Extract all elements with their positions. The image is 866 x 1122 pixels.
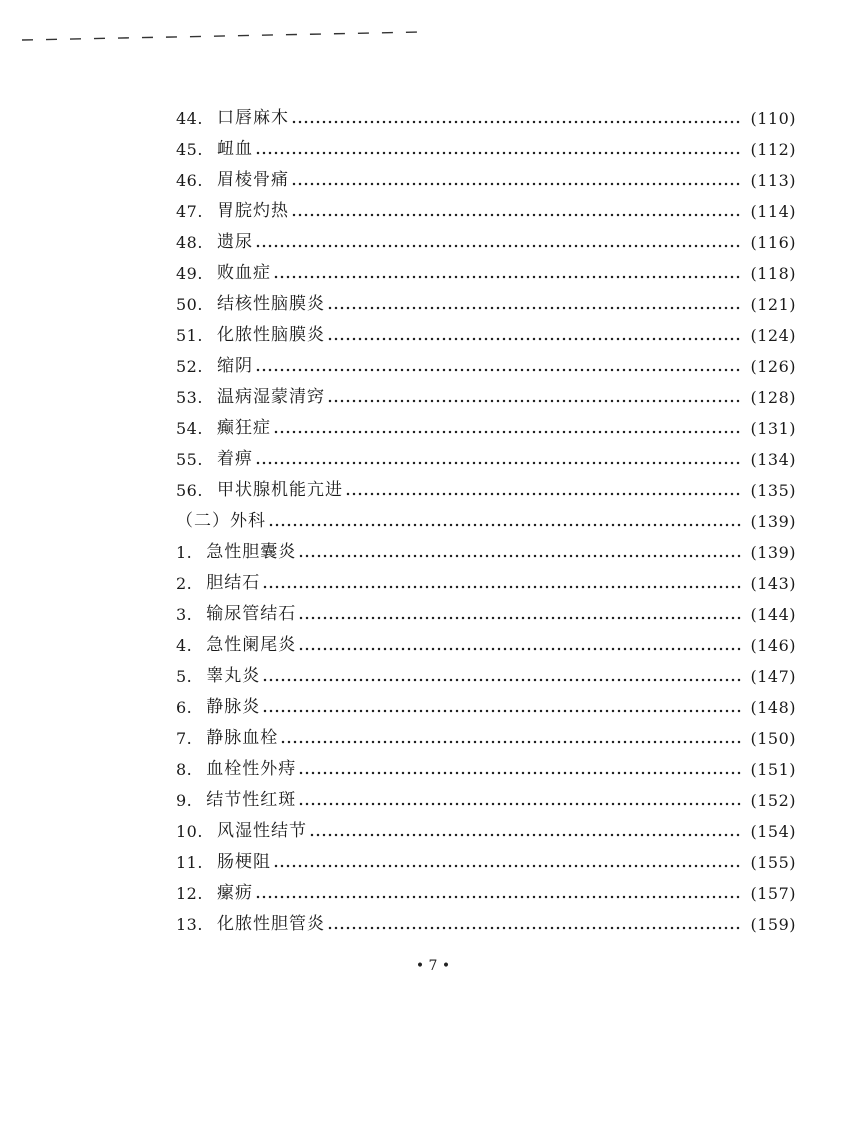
toc-entry-page: (155) <box>750 852 796 872</box>
dot-leader <box>327 306 743 310</box>
dot-leader <box>262 585 742 589</box>
toc-entry[interactable] <box>176 754 796 785</box>
dot-leader <box>345 492 743 496</box>
toc-entry-title: 睾丸炎 <box>206 666 261 686</box>
toc-entry-title: 化脓性胆管炎 <box>216 914 325 934</box>
toc-entry-title: 肠梗阻 <box>216 852 271 872</box>
toc-entry[interactable] <box>176 692 796 723</box>
toc-entry[interactable] <box>176 537 796 568</box>
toc-entry-title: 结节性红斑 <box>206 790 297 810</box>
toc-entry-number: 7. <box>176 728 193 748</box>
toc-entry-number: 53. <box>176 387 203 407</box>
toc-entry[interactable] <box>176 785 796 816</box>
dot-leader <box>309 833 743 837</box>
toc-entry-title: 结核性脑膜炎 <box>216 294 325 314</box>
toc-entry-page: (150) <box>750 728 796 748</box>
toc-entry-number: 52. <box>176 356 203 376</box>
toc-entry-page: (118) <box>750 263 796 283</box>
dot-leader <box>273 864 743 868</box>
toc-entry-page: (144) <box>750 604 796 624</box>
toc-entry-number: 56. <box>176 480 203 500</box>
toc-entry-page: (128) <box>750 387 796 407</box>
toc-entry-page: (152) <box>750 790 796 810</box>
toc-entry-page: (114) <box>750 201 796 221</box>
toc-entry[interactable] <box>176 568 796 599</box>
toc-entry-page: (139) <box>750 511 796 531</box>
toc-entry-number: 45. <box>176 139 203 159</box>
toc-entry[interactable] <box>176 816 796 847</box>
toc-entry-number: 49. <box>176 263 203 283</box>
toc-entry[interactable] <box>176 351 796 382</box>
toc-entry[interactable] <box>176 258 796 289</box>
toc-entry-title: 胃脘灼热 <box>216 201 289 221</box>
toc-entry[interactable] <box>176 506 796 537</box>
toc-entry-title: 癫狂症 <box>216 418 271 438</box>
toc-entry-title: 眉棱骨痛 <box>216 170 289 190</box>
toc-entry[interactable] <box>176 165 796 196</box>
toc-entry-number: 11. <box>176 852 203 872</box>
dot-leader <box>298 802 742 806</box>
dot-leader <box>255 151 743 155</box>
toc-entry-title: 急性胆囊炎 <box>206 542 297 562</box>
toc-entry[interactable] <box>176 289 796 320</box>
toc-entry-title: 缩阴 <box>216 356 253 376</box>
dot-leader <box>298 616 742 620</box>
toc-entry-number: 6. <box>176 697 193 717</box>
dot-leader <box>291 120 743 124</box>
toc-entry-number: 44. <box>176 108 203 128</box>
toc-entry-page: (113) <box>750 170 796 190</box>
dot-leader <box>327 337 743 341</box>
toc-entry-title: 输尿管结石 <box>206 604 297 624</box>
toc-entry-page: (112) <box>750 139 796 159</box>
toc-entry-title: 瘰疬 <box>216 883 253 903</box>
toc-entry-number: 13. <box>176 914 203 934</box>
dot-leader <box>255 895 743 899</box>
toc-entry-page: (131) <box>750 418 796 438</box>
toc-entry-title: 胆结石 <box>206 573 261 593</box>
table-of-contents <box>176 103 796 940</box>
toc-entry-number: 47. <box>176 201 203 221</box>
toc-entry-title: 静脉炎 <box>206 697 261 717</box>
toc-entry-title: （二）外科 <box>176 511 266 531</box>
toc-entry-page: (148) <box>750 697 796 717</box>
toc-entry[interactable] <box>176 661 796 692</box>
toc-entry-number: 12. <box>176 883 203 903</box>
toc-entry-number: 54. <box>176 418 203 438</box>
dot-leader <box>280 740 742 744</box>
toc-entry[interactable] <box>176 475 796 506</box>
toc-entry-title: 甲状腺机能亢进 <box>216 480 343 500</box>
toc-entry-number: 3. <box>176 604 193 624</box>
dot-leader <box>255 244 743 248</box>
toc-entry-number: 46. <box>176 170 203 190</box>
toc-entry[interactable] <box>176 630 796 661</box>
toc-entry[interactable] <box>176 878 796 909</box>
toc-entry-page: (135) <box>750 480 796 500</box>
toc-entry-number: 5. <box>176 666 193 686</box>
toc-entry-title: 遗尿 <box>216 232 253 252</box>
dot-leader <box>262 678 742 682</box>
dot-leader <box>273 275 743 279</box>
toc-entry-title: 静脉血栓 <box>206 728 279 748</box>
toc-entry-title: 着痹 <box>216 449 253 469</box>
toc-entry-page: (143) <box>750 573 796 593</box>
toc-entry[interactable] <box>176 444 796 475</box>
dot-leader <box>268 523 742 527</box>
toc-entry-number: 51. <box>176 325 203 345</box>
toc-entry-number: 8. <box>176 759 193 779</box>
toc-entry-page: (124) <box>750 325 796 345</box>
toc-entry-number: 4. <box>176 635 193 655</box>
dot-leader <box>291 182 743 186</box>
dot-leader <box>298 554 742 558</box>
toc-entry[interactable] <box>176 723 796 754</box>
toc-entry[interactable] <box>176 320 796 351</box>
top-dashed-rule <box>22 30 422 42</box>
toc-entry-title: 温病湿蒙清窍 <box>216 387 325 407</box>
toc-entry-title: 化脓性脑膜炎 <box>216 325 325 345</box>
toc-entry-number: 55. <box>176 449 203 469</box>
dot-leader <box>273 430 743 434</box>
toc-entry-page: (154) <box>750 821 796 841</box>
toc-entry[interactable] <box>176 413 796 444</box>
toc-entry-title: 血栓性外痔 <box>206 759 297 779</box>
toc-entry-number: 2. <box>176 573 193 593</box>
toc-entry-number: 48. <box>176 232 203 252</box>
toc-entry-title: 风湿性结节 <box>216 821 307 841</box>
dot-leader <box>255 461 743 465</box>
toc-entry-title: 衄血 <box>216 139 253 159</box>
toc-entry[interactable] <box>176 847 796 878</box>
toc-entry[interactable] <box>176 909 796 940</box>
dot-leader <box>327 399 743 403</box>
toc-entry-page: (134) <box>750 449 796 469</box>
toc-entry-number: 9. <box>176 790 193 810</box>
toc-entry-title: 败血症 <box>216 263 271 283</box>
toc-entry-title: 口唇麻木 <box>216 108 289 128</box>
toc-entry[interactable] <box>176 227 796 258</box>
dot-leader <box>262 709 742 713</box>
dot-leader <box>298 647 742 651</box>
toc-entry-page: (116) <box>750 232 796 252</box>
dot-leader <box>255 368 743 372</box>
toc-entry-page: (139) <box>750 542 796 562</box>
toc-entry-page: (159) <box>750 914 796 934</box>
toc-entry-title: 急性阑尾炎 <box>206 635 297 655</box>
dot-leader <box>291 213 743 217</box>
toc-entry-page: (151) <box>750 759 796 779</box>
dot-leader <box>327 926 743 930</box>
toc-entry[interactable] <box>176 134 796 165</box>
toc-entry[interactable] <box>176 382 796 413</box>
toc-entry-page: (146) <box>750 635 796 655</box>
toc-entry[interactable] <box>176 599 796 630</box>
toc-entry[interactable] <box>176 196 796 227</box>
toc-entry-page: (157) <box>750 883 796 903</box>
toc-entry-number: 50. <box>176 294 203 314</box>
toc-entry-page: (110) <box>750 108 796 128</box>
toc-entry-number: 10. <box>176 821 203 841</box>
toc-entry-page: (126) <box>750 356 796 376</box>
toc-entry-page: (121) <box>750 294 796 314</box>
toc-entry-number: 1. <box>176 542 193 562</box>
toc-entry[interactable] <box>176 103 796 134</box>
dot-leader <box>298 771 742 775</box>
page-number: • 7 • <box>415 958 451 974</box>
toc-entry-page: (147) <box>750 666 796 686</box>
